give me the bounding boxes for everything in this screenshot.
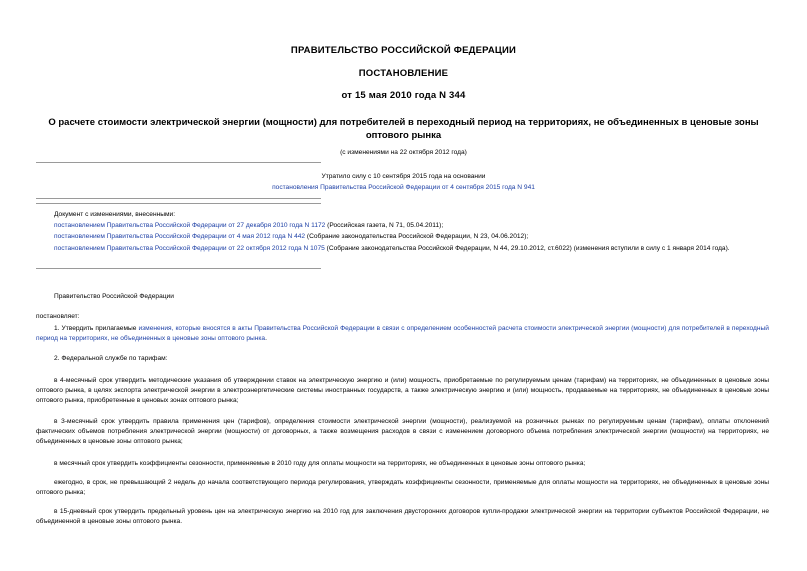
paragraph-2-item: в 15-дневный срок утвердить предельный уровень цен на электрическую энергию на 2010 год для заключения двусторонних договоров купли-продажи электрической энергии на территории субъектов Российской Федерации, не объединенной в ценовые зоны оптового рынка. xyxy=(36,508,769,526)
decrees-word: постановляет: xyxy=(36,313,80,320)
amendment-link[interactable]: постановлением Правительства Российской Федерации от 4 мая 2012 года N 442 xyxy=(54,233,306,241)
amendment-link[interactable]: постановлением Правительства Российской Федерации от 22 октября 2012 года N 1075 xyxy=(54,244,325,252)
divider xyxy=(36,203,321,204)
paragraph-2-item: в 4-месячный срок утвердить методические указания об утверждении ставок на электрическую энергию и (или) мощность, приобретаемые по регулируемым ценам (тарифам) на территориях, не объединенных в ценовые зоны оптового рынка, в целях экспорта электрической энергии в электроэнергетические системы иностранных государств, а также электрическую энергию и (или) мощность, продаваемые на территориях, не объединенных в ценовые зоны оптового рынка, приобретенные в ценовых зонах оптового рынка; xyxy=(36,377,769,405)
divider xyxy=(36,198,321,199)
amendment-item: постановлением Правительства Российской Федерации от 27 декабря 2010 года N 1172 (Российская газета, N 71, 05.04.2011); xyxy=(54,222,444,230)
paragraph-2-item: в 3-месячный срок утвердить правила применения цен (тарифов), определения стоимости электрической энергии (мощности), реализуемой на розничных рынках по регулируемым ценам (тарифам), оплаты отклонений фактических объемов потребления электрической энергии (мощности) от договорных, а также возмещения расходов в связи с изменением договорного объема потребления электрической энергии (мощности) на территориях, не объединенных в ценовые зоны оптового рынка; xyxy=(36,418,769,446)
changes-note: (с изменениями на 22 октября 2012 года) xyxy=(340,149,467,156)
doc-type-heading: ПОСТАНОВЛЕНИЕ xyxy=(358,68,449,79)
paragraph-1: 1. Утвердить прилагаемые изменения, которые вносятся в акты Правительства Российской Федерации в связи с определением особенностей расчета стоимости электрической энергии (мощности) для потребителей в переходный период на территориях, не объединенных в ценовые зоны оптового рынка. xyxy=(36,325,769,343)
amendment-item: постановлением Правительства Российской Федерации от 22 октября 2012 года N 1075 (Собрание законодательства Российской Федерации, N 44, 29.10.2012, ст.6022) (изменения вступили в силу с 1 января 2014 года). xyxy=(54,244,730,252)
page-title: О расчете стоимости электрической энергии (мощности) для потребителей в переходный период на территориях, не объединенных в ценовые зоны оптового рынка xyxy=(48,117,759,141)
amendments-intro: Документ с изменениями, внесенными: xyxy=(54,211,176,218)
paragraph-2-item: ежегодно, в срок, не превышающий 2 недель до начала соответствующего периода регулирования, утверждать коэффициенты сезонности, применяемые для оплаты мощности на территориях, не объединенных в ценовые зоны оптового рынка; xyxy=(36,479,769,497)
void-notice-link[interactable]: постановления Правительства Российской Федерации от 4 сентября 2015 года N 941 xyxy=(272,184,535,191)
changes-link[interactable]: изменения, которые вносятся в акты Правительства Российской Федерации в связи с определением особенностей расчета стоимости электрической энергии (мощности) для потребителей в переходный период на территориях, не объединенных в ценовые зоны оптового рынка xyxy=(36,325,769,343)
government-name: Правительство Российской Федерации xyxy=(54,293,174,300)
paragraph-2: 2. Федеральной службе по тарифам: xyxy=(54,355,168,362)
amendment-link[interactable]: постановлением Правительства Российской Федерации от 27 декабря 2010 года N 1172 xyxy=(54,222,326,230)
amendment-item: постановлением Правительства Российской Федерации от 4 мая 2012 года N 442 (Собрание законодательства Российской Федерации, N 23, 04.06.2012); xyxy=(54,233,529,241)
government-heading: ПРАВИТЕЛЬСТВО РОССИЙСКОЙ ФЕДЕРАЦИИ xyxy=(290,45,517,56)
amendments-block xyxy=(54,210,769,254)
divider xyxy=(36,268,321,269)
date-number: от 15 мая 2010 года N 344 xyxy=(341,90,466,101)
void-notice: Утратило силу с 10 сентября 2015 года на основании xyxy=(321,173,486,180)
divider xyxy=(36,162,321,163)
paragraph-2-item: в месячный срок утвердить коэффициенты сезонности, применяемые в 2010 году для оплаты мощности на территориях, не объединенных в ценовые зоны оптового рынка; xyxy=(54,460,586,467)
